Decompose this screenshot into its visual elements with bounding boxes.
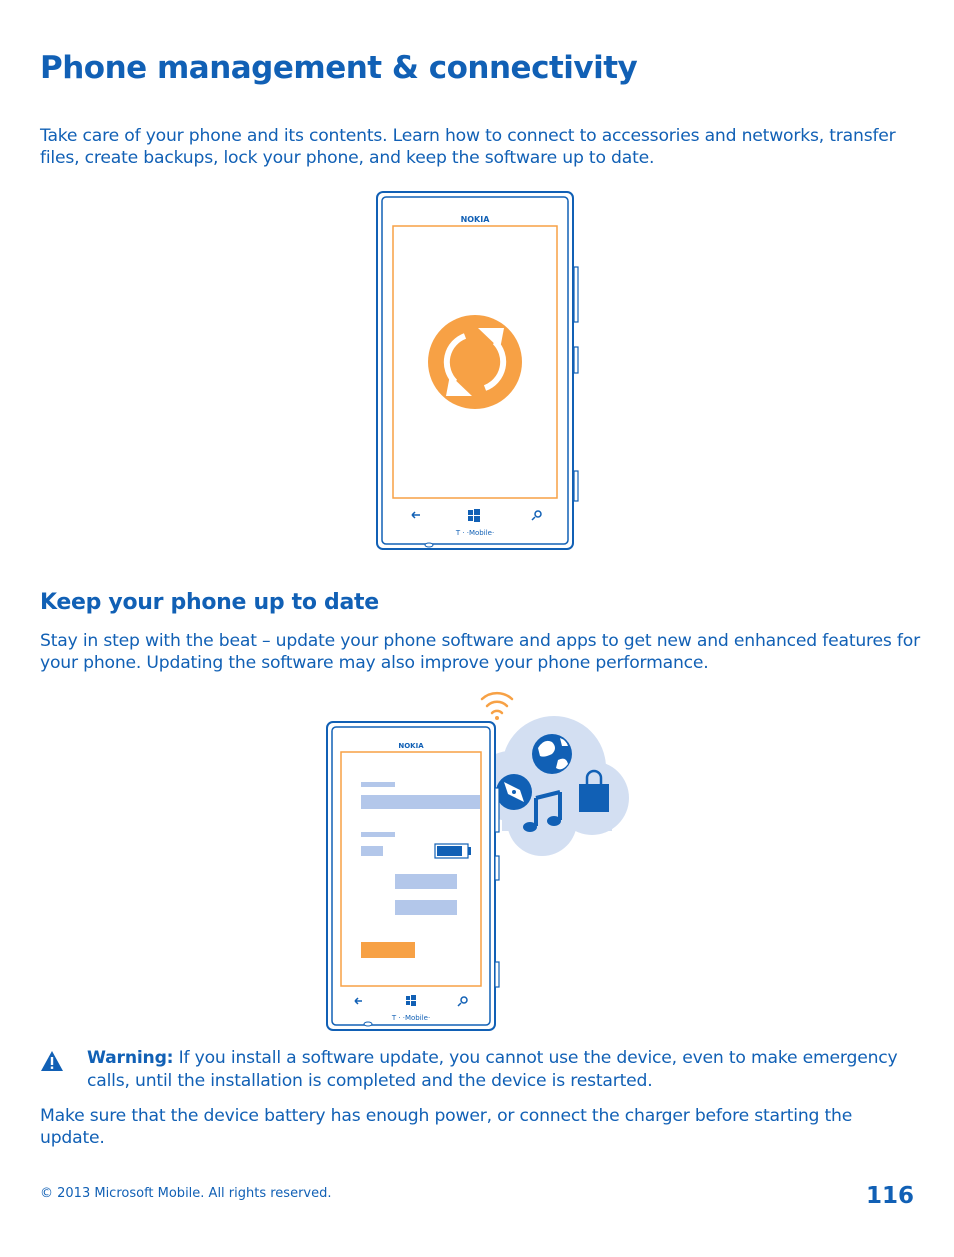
warning-label: Warning:: [87, 1048, 174, 1068]
carrier-label-2: T · ·Mobile·: [391, 1014, 431, 1022]
phone-update-illustration: [322, 686, 634, 1036]
globe-icon: [532, 734, 572, 774]
phone-sync-illustration: [374, 189, 580, 553]
carrier-label: T · ·Mobile·: [455, 529, 495, 537]
page-number: 116: [865, 1183, 914, 1209]
page-title: Phone management & connectivity: [40, 50, 638, 86]
phone-brand-label: NOKIA: [460, 215, 490, 224]
section-paragraph: Stay in step with the beat – update your phone software and apps to get new and enhanced features for your phone. Updating the software may also improve your phone performance.: [40, 631, 920, 673]
install-button: [361, 942, 415, 958]
warning-text: [87, 1047, 920, 1093]
wifi-icon: [482, 693, 512, 720]
phone-brand-label-2: NOKIA: [398, 742, 424, 750]
compass-icon: [496, 774, 532, 810]
progress-track: [361, 795, 480, 809]
battery-icon: [435, 844, 471, 858]
section-heading: Keep your phone up to date: [40, 590, 379, 615]
warning-icon: [40, 1050, 64, 1072]
sync-icon: [428, 315, 522, 409]
battery-note: Make sure that the device battery has enough power, or connect the charger before starting the update.: [40, 1106, 853, 1148]
intro-paragraph: Take care of your phone and its contents. Learn how to connect to accessories and networks, transfer files, create backups, lock your phone, and keep the software up to date.: [40, 126, 896, 168]
copyright: © 2013 Microsoft Mobile. All rights reserved.: [40, 1186, 332, 1201]
warning-body: If you install a software update, you cannot use the device, even to make emergency calls, until the installation is completed and the device is restarted.: [87, 1048, 898, 1091]
